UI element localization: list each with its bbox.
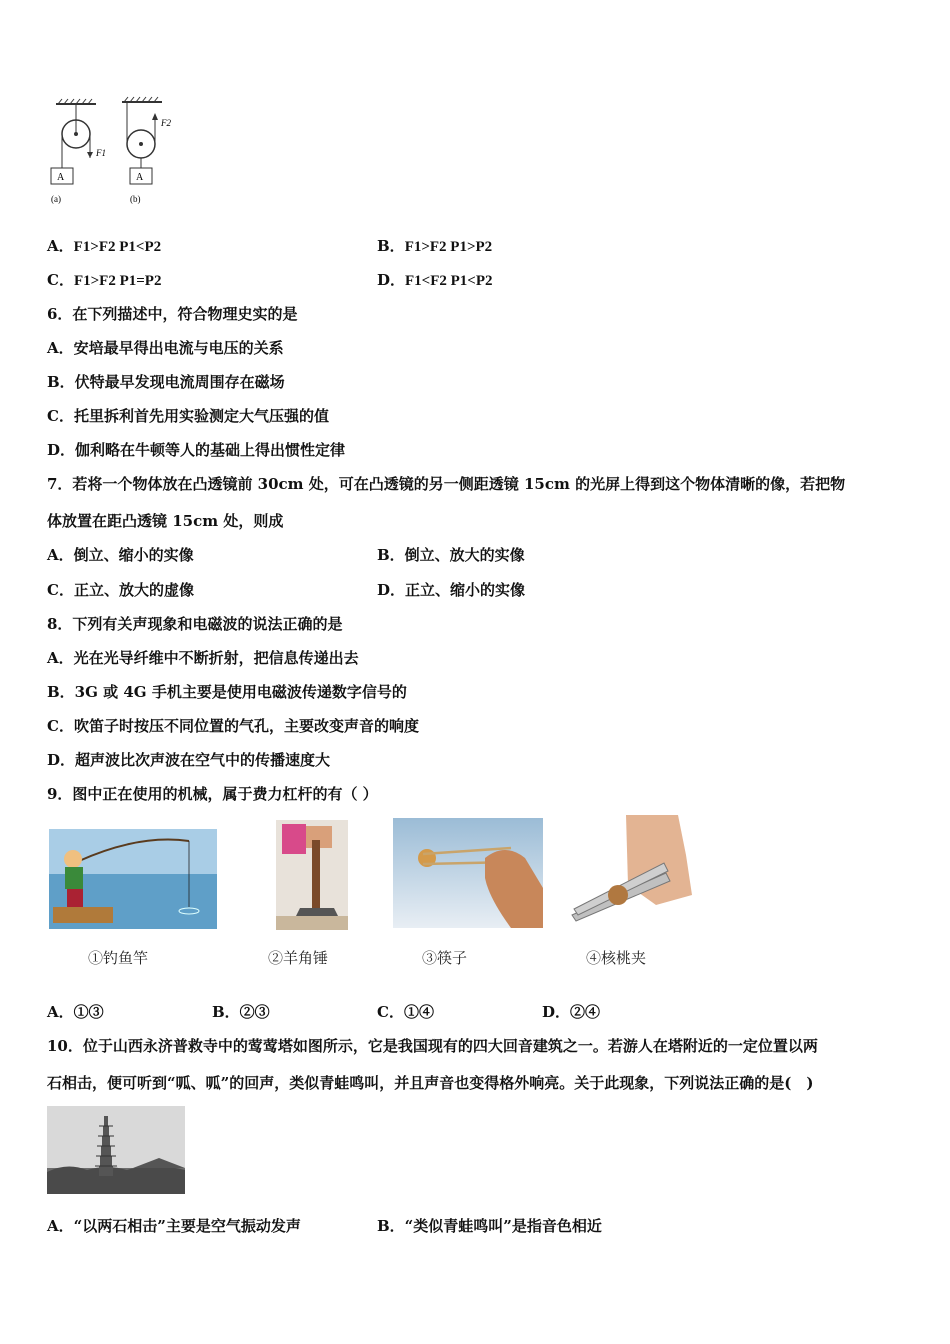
nutcracker-image [566,815,694,927]
q5-option-d[interactable] [377,270,493,291]
chopsticks-image [393,818,543,928]
q5-option-d-letter: D． [377,271,406,289]
q9-option-c[interactable]: C．①④ [377,1003,434,1021]
q7-option-d[interactable]: D．正立、缩小的实像 [377,581,526,599]
block-a-label: A [57,172,65,183]
q10-option-b[interactable]: B．“类似青蛙鸣叫”是指音色相近 [377,1217,602,1235]
q6-option-b[interactable]: B．伏特最早发现电流周围存在磁场 [47,373,285,391]
q9-caption-2: ②羊角锤 [268,950,329,967]
pulley-figure [44,96,184,208]
f1-label: F1 [96,148,106,158]
fishing-rod-image [49,829,217,929]
q8-option-a[interactable]: A．光在光导纤维中不断折射，把信息传递出去 [47,649,359,667]
pagoda-image [47,1106,185,1194]
q7-option-c[interactable]: C．正立、放大的虚像 [47,581,194,599]
q7-stem-line2: 体放置在距凸透镜 15cm 处，则成 [47,512,284,530]
q5-option-a[interactable] [47,236,161,257]
q7-option-a[interactable]: A．倒立、缩小的实像 [47,546,194,564]
q5-option-c-text: F1>F2 P1=P2 [73,273,162,289]
q5-option-d-text: F1<F2 P1<P2 [405,273,493,289]
q9-caption-1: ①钓鱼竿 [88,950,149,967]
claw-hammer-image [276,820,348,930]
q5-option-b-letter: B． [377,237,405,255]
q6-option-d[interactable]: D．伽利略在牛顿等人的基础上得出惯性定律 [47,441,346,459]
q10-option-a[interactable]: A．“以两石相击”主要是空气振动发声 [47,1217,301,1235]
q5-option-a-text: F1>F2 P1<P2 [73,239,162,255]
q8-stem: 8．下列有关声现象和电磁波的说法正确的是 [47,615,343,633]
block-a-label-b: A [136,172,144,183]
q7-option-b[interactable]: B．倒立、放大的实像 [377,546,525,564]
q10-stem-line1: 10．位于山西永济普救寺中的莺莺塔如图所示，它是我国现有的四大回音建筑之一。若游人在塔附近的一定位置以两 [47,1037,818,1055]
q7-stem-line1: 7．若将一个物体放在凸透镜前 30cm 处，可在凸透镜的另一侧距透镜 15cm 的光屏上得到这个物体清晰的像，若把物 [47,475,846,493]
q9-caption-4: ④核桃夹 [586,950,647,967]
q9-stem: 9．图中正在使用的机械，属于费力杠杆的有（ ） [47,785,378,803]
q9-caption-3: ③筷子 [422,950,468,967]
q9-option-a[interactable]: A．①③ [47,1003,104,1021]
label-a: (a) [51,194,61,204]
f2-label: F2 [161,118,171,128]
q10-stem-line2: 石相击，便可听到“呱、呱”的回声，类似青蛙鸣叫，并且声音也变得格外响亮。关于此现象，下列说法正确的是( ) [47,1074,814,1092]
q8-option-d[interactable]: D．超声波比次声波在空气中的传播速度大 [47,751,331,769]
q9-option-d[interactable]: D．②④ [542,1003,601,1021]
q5-option-a-letter: A． [47,237,74,255]
q8-option-b[interactable]: B．3G 或 4G 手机主要是使用电磁波传递数字信号的 [47,683,407,701]
q5-option-c[interactable] [47,270,161,291]
q8-option-c[interactable]: C．吹笛子时按压不同位置的气孔，主要改变声音的响度 [47,717,419,735]
q5-option-c-letter: C． [47,271,74,289]
q6-option-c[interactable]: C．托里拆利首先用实验测定大气压强的值 [47,407,329,425]
q6-option-a[interactable]: A．安培最早得出电流与电压的关系 [47,339,284,357]
q5-option-b[interactable] [377,236,492,257]
q6-stem: 6．在下列描述中，符合物理史实的是 [47,305,298,323]
q9-option-b[interactable]: B．②③ [212,1003,270,1021]
label-b: (b) [130,194,141,204]
q5-option-b-text: F1>F2 P1>P2 [404,239,493,255]
